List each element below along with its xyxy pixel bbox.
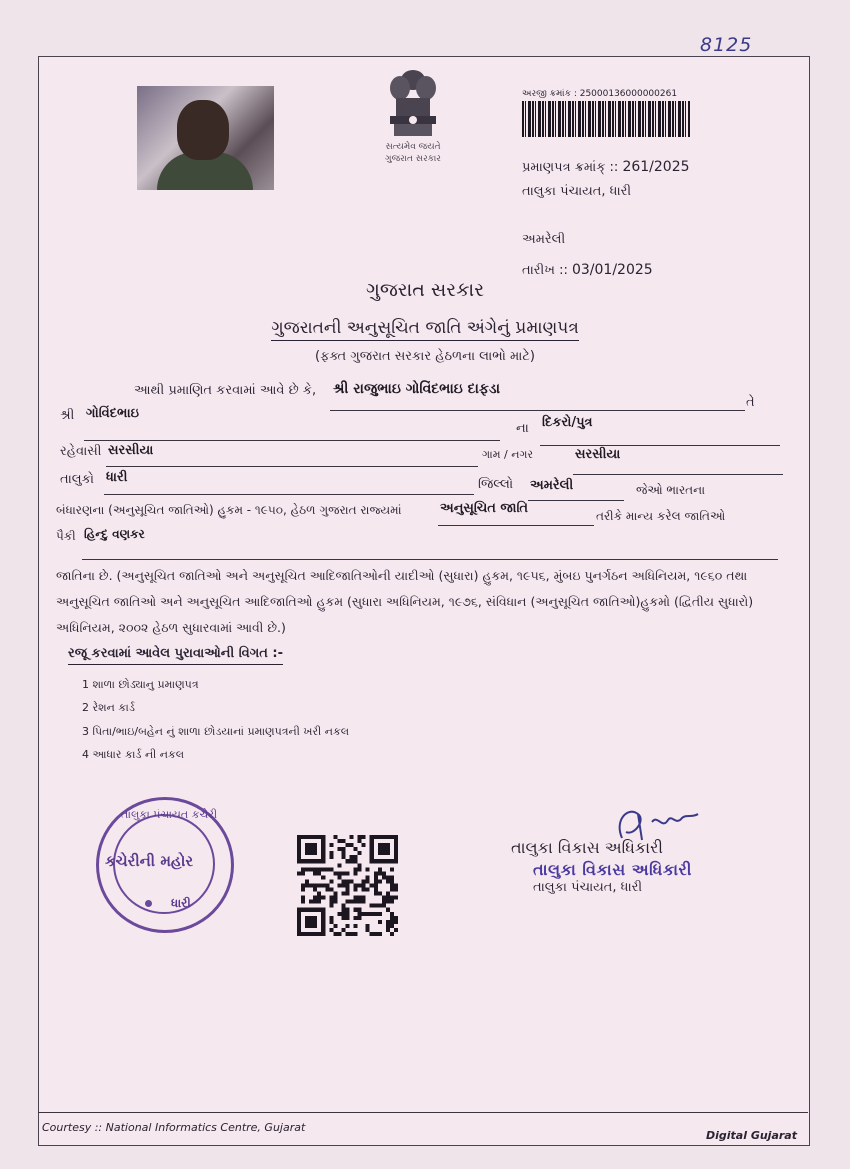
evidence-item-1: 1 શાળા છોડ્યાનુ પ્રમાણપત્ર	[82, 678, 199, 691]
date-label: તારીખ	[522, 263, 555, 278]
taluka-line	[104, 494, 474, 495]
officer-title: તાલુકા વિકાસ અધિકારી	[511, 838, 663, 857]
emblem-caption-2: ગુજરાત સરકાર	[385, 154, 441, 164]
legal-paragraph	[56, 563, 794, 641]
issue-date: તારીખ :: 03/01/2025	[522, 262, 653, 278]
seal-center-text: કચેરીની મહોર	[105, 852, 194, 870]
header-district: અમરેલી	[522, 232, 566, 247]
village-line	[573, 474, 783, 475]
paragraph-line-3: અધિનિયમ, ૨૦૦૨ હેઠળ સુધારવામાં આવી છે.)	[56, 620, 286, 635]
caste-line	[82, 559, 778, 560]
district-label: જિલ્લો	[478, 477, 514, 492]
district-value: અમરેલી	[530, 478, 574, 493]
application-number-label: અરજી ક્રમાંક	[522, 89, 571, 99]
na-text: ના	[516, 421, 529, 436]
evidence-heading: રજૂ કરવામાં આવેલ પુરાવાઓની વિગત :-	[68, 646, 283, 665]
qr-code	[297, 834, 398, 937]
photo-face	[177, 100, 229, 160]
father-name: ગોવિંદભાઇ	[86, 406, 139, 421]
resident-line	[106, 466, 478, 467]
title-sub-text: ગુજરાતની અનુસૂચિત જાતિ અંગેનું પ્રમાણપત્ર	[271, 318, 579, 341]
relation: દિકરો/પુત્ર	[542, 415, 593, 430]
seal-bottom-text: ધારી	[171, 896, 191, 910]
applicant-name: શ્રી રાજુભાઇ ગોવિંદભાઇ દાફડા	[333, 381, 501, 397]
footer-courtesy: Courtesy :: National Informatics Centre, Gujarat	[42, 1121, 306, 1134]
father-name-line	[84, 440, 500, 441]
caste-value: હિન્દુ વણકર	[84, 527, 145, 541]
certificate-number-label: પ્રમાણપત્ર ક્રમાંક્	[522, 160, 606, 175]
relation-line	[540, 445, 780, 446]
resident-label: રહેવાસી	[60, 444, 102, 459]
category-line	[438, 525, 594, 526]
paiki-text: પૈકી	[56, 529, 76, 543]
te-text: તે	[746, 395, 755, 410]
recognised-text: તરીકે માન્ય કરેલ જાતિઓ	[596, 509, 726, 523]
constitution-text: બંધારણના (અનુસૂચિત જાતિઓ) હુકમ - ૧૯૫૦, હેઠળ ગુજરાત રાજ્યમાં	[56, 503, 402, 517]
certify-text: આથી પ્રમાણિત કરવામાં આવે છે કે,	[134, 383, 317, 398]
applicant-photo	[137, 86, 274, 190]
state-emblem	[378, 66, 448, 142]
officer-stamp-title: તાલુકા વિકાસ અધિકારી	[533, 860, 692, 879]
header-office: તાલુકા પંચાયત, ધારી	[522, 184, 632, 199]
district-line	[528, 500, 624, 501]
footer-brand: Digital Gujarat	[706, 1129, 797, 1142]
seal-dot	[145, 900, 152, 907]
evidence-item-3: 3 પિતા/ભાઇ/બહેન નું શાળા છોડયાનાં પ્રમાણપત્રની ખરી નકલ	[82, 725, 350, 738]
paragraph-line-1: જાતિના છે. (અનુસૂચિત જાતિઓ અને અનુસૂચિત આદિજાતિઓની યાદીઓ (સુધારા) હુકમ, ૧૯૫૬, મુંબઇ પુનર્ગઠન અધિનિયમ, ૧૯૬૦ તથા	[56, 568, 748, 583]
certificate-number-value: 261/2025	[622, 159, 690, 175]
seal-outer-text: તાલુકા પંચાયત કચેરી	[121, 808, 218, 821]
date-value: 03/01/2025	[571, 262, 653, 278]
application-number: અરજી ક્રમાંક : 25000136000000261	[522, 89, 678, 99]
paragraph-line-2: અનુસૂચિત જાતિઓ અને અનુસૂચિત આદિજાતિઓ હુકમ (સુધારા અધિનિયમ, ૧૯૭૬, સંવિધાન (અનુસૂચિત જાતિઓ)હુકમો (દ્વિતીય સુધારો)	[56, 594, 754, 609]
evidence-item-2: 2 રેશન કાર્ડ	[82, 701, 135, 714]
jeo-text: જેઓ ભારતના	[636, 483, 706, 497]
applicant-name-line	[330, 410, 745, 411]
officer-office: તાલુકા પંચાયત, ધારી	[533, 880, 643, 895]
handwritten-number: 8125	[700, 34, 753, 56]
shri-text: શ્રી	[60, 408, 75, 423]
application-number-value: 25000136000000261	[579, 89, 678, 99]
emblem-caption-1: સત્યમેવ જયતે	[385, 142, 441, 152]
title-sub	[0, 318, 850, 338]
barcode	[522, 101, 690, 137]
resident-value: સરસીયા	[108, 443, 154, 458]
title-main: ગુજરાત સરકાર	[365, 279, 485, 301]
category-value: અનુસૂચિત જાતિ	[440, 501, 529, 516]
taluka-value: ધારી	[106, 470, 128, 485]
taluka-label: તાલુકો	[60, 472, 95, 487]
office-seal	[96, 797, 234, 933]
title-note: (ફક્ત ગુજરાત સરકાર હેઠળના લાભો માટે)	[315, 349, 535, 364]
evidence-item-4: 4 આધાર કાર્ડ ની નકલ	[82, 748, 185, 761]
footer-line	[38, 1112, 808, 1113]
village-label: ગામ / નગર	[482, 448, 534, 461]
certificate-number: પ્રમાણપત્ર ક્રમાંક્ :: 261/2025	[522, 159, 690, 175]
village-value: સરસીયા	[575, 447, 621, 462]
